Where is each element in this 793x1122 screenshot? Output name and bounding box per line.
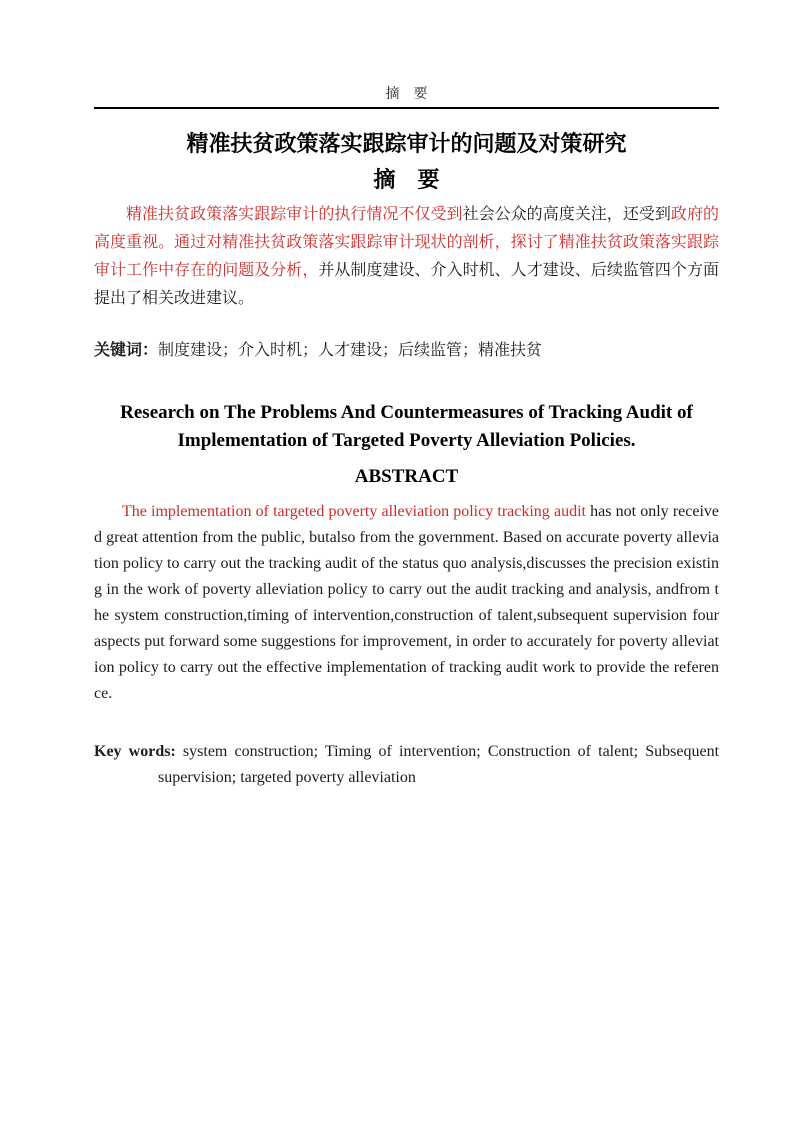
header-divider-line <box>94 107 719 109</box>
chinese-thesis-title: 精准扶贫政策落实跟踪审计的问题及对策研究 <box>186 131 627 156</box>
chinese-keywords-text: 制度建设；介入时机；人才建设；后续监管；精准扶贫 <box>158 342 543 359</box>
english-thesis-title <box>94 399 719 455</box>
running-header-title: 摘 要 <box>385 87 428 102</box>
chinese-abstract-segment-red-2: 政府的高度重视。通过对精准扶贫政策落实跟踪审计现状的剖析，探讨了精准扶贫政策落实跟踪审计工作中存在的问题及分析， <box>94 206 719 279</box>
english-abstract-heading: ABSTRACT <box>354 466 459 487</box>
english-keywords-text: system construction; Timing of intervention; Construction of talent; Subsequent supervision; targeted poverty alleviation <box>158 743 720 786</box>
english-abstract-segment-red: The implementation of targeted poverty alleviation policy tracking audit <box>122 503 586 520</box>
chinese-abstract-segment-black-2: 并从制度建设、介入时机、人才建设、后续监管四个方面提出了相关改进建议。 <box>94 262 719 307</box>
english-keywords-label: Key words: <box>94 743 176 760</box>
chinese-abstract-segment-red-1: 精准扶贫政策落实跟踪审计的执行情况不仅受到 <box>126 206 463 223</box>
english-abstract-paragraph <box>94 499 719 707</box>
chinese-abstract-paragraph <box>94 201 719 313</box>
chinese-keywords-line <box>94 337 719 365</box>
english-keywords-line <box>94 739 719 791</box>
chinese-abstract-segment-black-1: 社会公众的高度关注，还受到 <box>462 206 671 223</box>
english-title-line-2: Implementation of Targeted Poverty Alleviation Policies. <box>177 430 636 451</box>
english-title-line-1: Research on The Problems And Countermeasures of Tracking Audit of <box>120 402 693 423</box>
chinese-keywords-label: 关键词： <box>94 342 159 359</box>
english-abstract-segment-black: has not only received great attention from the public, butalso from the government. Based on accurate poverty alleviation policy to carry out the tracking audit of the status quo analysis,discusses the precision existing in the work of poverty alleviation policy to carry out the audit tracking and analysis, andfrom the system construction,timing of intervention,construction of talent,subsequent supervision four aspects put forward some suggestions for improvement, in order to accurately for poverty alleviation policy to carry out the effective implementation of tracking audit work to provide the reference. <box>94 503 719 702</box>
chinese-abstract-heading: 摘 要 <box>373 167 440 192</box>
